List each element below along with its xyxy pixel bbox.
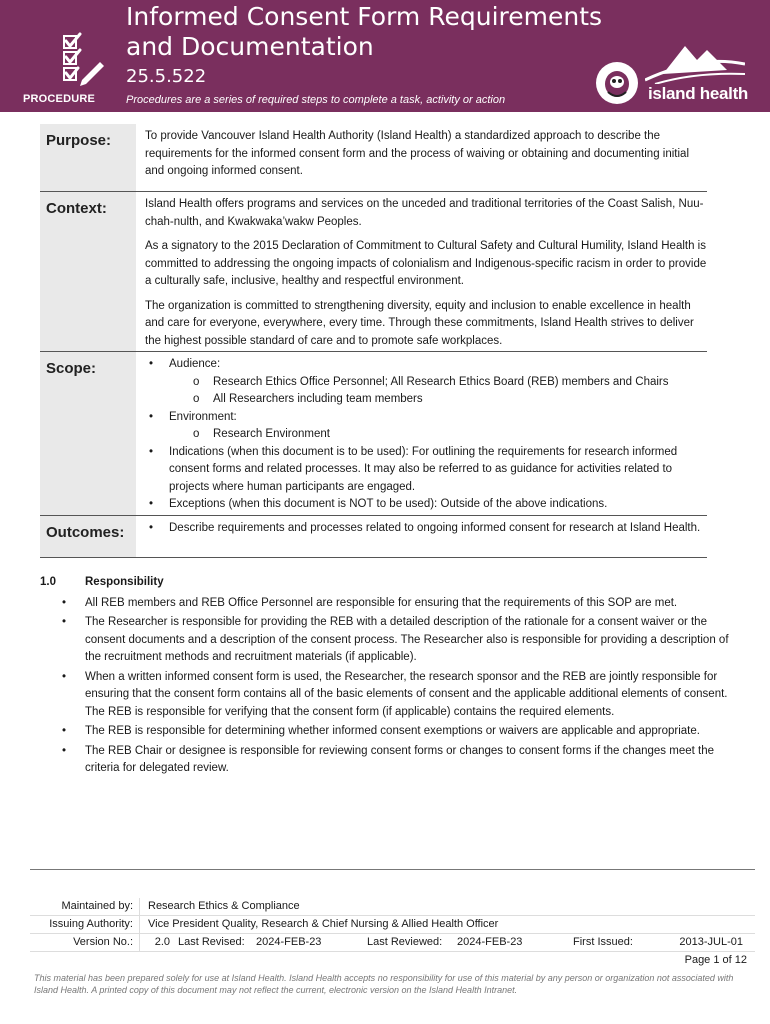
document-control-table (30, 898, 755, 970)
disclaimer-text: This material has been prepared solely for use at Island Health. Island Health accepts no responsibility for use of this material by any person or organization not associated with Island Health. A printed copy of this document may not reflect the current, electronic version on the Island Health Intranet. (34, 973, 734, 995)
first-issued-value: 2013-JUL-01 (679, 936, 743, 948)
scope-heading: Scope: (40, 352, 136, 515)
header-banner (0, 0, 770, 112)
list-item: • Audience: (145, 356, 707, 374)
responsibility-section (40, 574, 740, 778)
list-item: • Exceptions (when this document is NOT to be used): Outside of the above indications. (145, 496, 707, 514)
list-item: • The REB is responsible for determining whether informed consent exemptions or waivers are applicable and appropriate. (40, 723, 740, 741)
sub-list-item: o Research Ethics Office Personnel; All Research Ethics Board (REB) members and Chairs (145, 374, 707, 392)
issuing-value: Vice President Quality, Research & Chief Nursing & Allied Health Officer (148, 918, 499, 930)
list-item: • The REB Chair or designee is responsible for reviewing consent forms or changes to consent forms if the changes meet the criteria for delegated review. (40, 743, 740, 778)
page-number: Page 1 of 12 (684, 954, 747, 966)
scope-row (40, 352, 707, 516)
last-revised-value: 2024-FEB-23 (256, 936, 322, 948)
list-item: • Indications (when this document is to be used): For outlining the requirements for research informed consent forms and related processes. It may also be referred to as guidance for activities related to projects where human participants are engaged. (145, 444, 707, 497)
list-item: • When a written informed consent form is used, the Researcher, the research sponsor and the REB are jointly responsible for ensuring that the consent form contains all of the basic elements of consent and the applicable additional elements of consent. The REB is responsible for verifying that the consent form (if applicable) contains the required elements. (40, 669, 740, 722)
maintained-value: Research Ethics & Compliance (148, 900, 300, 912)
section-number: 1.0 (40, 576, 56, 588)
purpose-text: To provide Vancouver Island Health Authority (Island Health) a standardized approach to describe the requirements for the informed consent form and the process of waiving or obtaining and documenting initial and ongoing informed consent. (145, 130, 689, 177)
context-paragraph: Island Health offers programs and services on the unceded and traditional territories of the Coast Salish, Nuu-chah-nulth, and Kwakwaka’wakw Peoples. (145, 198, 704, 228)
footer-row (30, 916, 755, 934)
context-paragraph: As a signatory to the 2015 Declaration of Commitment to Cultural Safety and Cultural Humility, Island Health is committed to addressing the ongoing impacts of colonialism and Indigenous-specific racism in order to provide a culturally safe, inclusive, healthy and respectful environment. (145, 240, 707, 287)
last-reviewed-value: 2024-FEB-23 (457, 936, 523, 948)
list-item: • The Researcher is responsible for providing the REB with a detailed description of the rationale for a consent waiver or the consent documents and a description of the consent process. The Researcher also is responsible for providing a description of the recruitment methods and recruitment materials (if applicable). (40, 614, 740, 667)
outcomes-heading: Outcomes: (40, 516, 136, 557)
footer-divider (30, 869, 755, 870)
responsibility-heading (40, 574, 740, 592)
indigenous-emblem-icon (596, 62, 638, 104)
maintained-label: Maintained by: (30, 898, 140, 915)
outcomes-row (40, 516, 707, 558)
list-item: • All REB members and REB Office Personnel are responsible for ensuring that the requirements of this SOP are met. (40, 595, 740, 613)
scope-body (136, 352, 707, 515)
issuing-label: Issuing Authority: (30, 916, 140, 933)
sop-number: 25.5.522 (126, 66, 207, 87)
doc-type-box (0, 0, 118, 112)
purpose-body (136, 124, 707, 191)
sub-list-item: o Research Environment (145, 426, 707, 444)
context-body (136, 192, 707, 351)
mountains-logo-icon (645, 40, 745, 84)
section-title: Responsibility (85, 576, 164, 588)
last-revised-label: Last Revised: (178, 936, 245, 948)
org-logo-text: island health (648, 84, 749, 103)
version-cells (140, 934, 747, 951)
purpose-row (40, 124, 707, 192)
purpose-heading: Purpose: (40, 124, 136, 191)
list-item: • Environment: (145, 409, 707, 427)
context-row (40, 192, 707, 352)
doc-type-label: PROCEDURE (22, 93, 96, 105)
context-heading: Context: (40, 192, 136, 351)
sub-list-item: o All Researchers including team members (145, 391, 707, 409)
list-item: • Describe requirements and processes related to ongoing informed consent for research at Island Health. (145, 520, 707, 538)
footer-row (30, 898, 755, 916)
version-label: Version No.: (30, 934, 140, 951)
checklist-icon (56, 32, 106, 88)
footer-row (30, 934, 755, 952)
footer-row (30, 952, 755, 970)
last-reviewed-label: Last Reviewed: (367, 936, 443, 948)
outcomes-body (136, 516, 707, 557)
first-issued-label: First Issued: (573, 936, 633, 948)
version-value: 2.0 (154, 936, 170, 948)
overview-table (40, 124, 707, 558)
document-title: Informed Consent Form Requirements and Documentation (126, 2, 603, 61)
context-paragraph: The organization is committed to strengthening diversity, equity and inclusion to enable excellence in health and care for everyone, everywhere, every time. Through these commitments, Island Health strives to deliver the highest possible standard of care and to promote safe workplaces. (145, 299, 694, 347)
doc-type-tagline: Procedures are a series of required steps to complete a task, activity or action (126, 94, 506, 106)
